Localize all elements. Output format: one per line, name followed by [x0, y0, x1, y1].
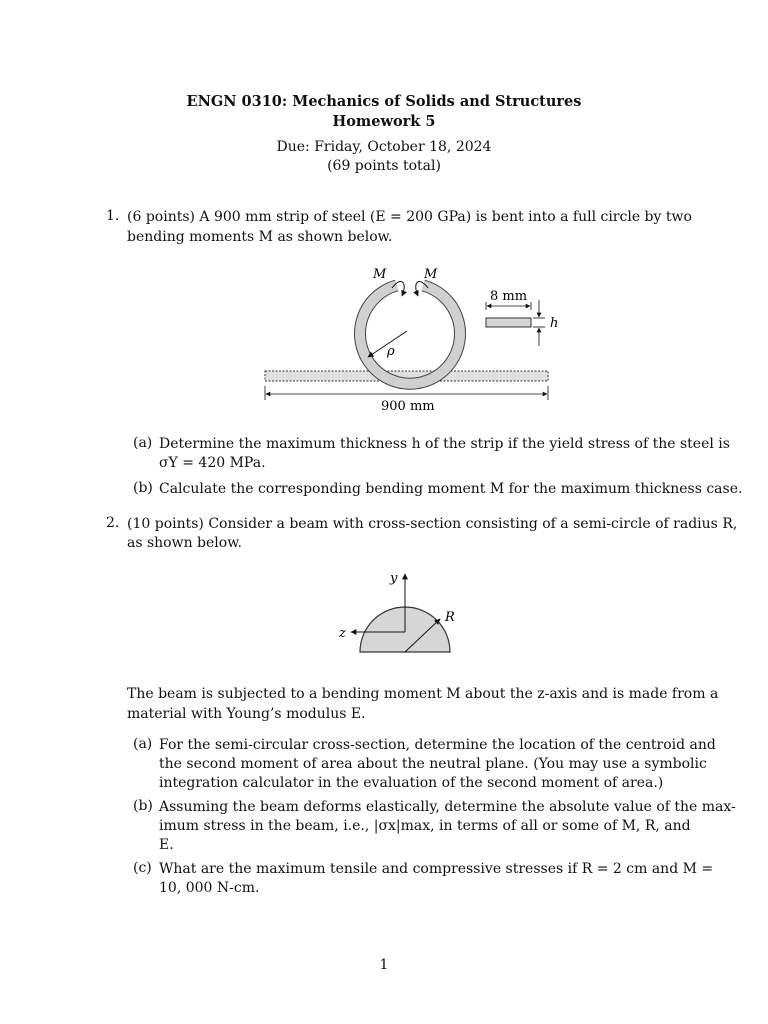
problem-1-line-1: (6 points) A 900 mm strip of steel (E = 200 GPa) is bent into a full circle by two: [127, 209, 692, 225]
due-date: Due: Friday, October 18, 2024: [276, 139, 492, 155]
points-total: (69 points total): [327, 158, 441, 174]
width-label: 8 mm: [490, 289, 528, 304]
moment-label-right: M: [424, 267, 438, 282]
problem-2-line-2: as shown below.: [127, 535, 242, 551]
radius-label-2: R: [445, 610, 455, 625]
moment-label-left: M: [373, 267, 387, 282]
page-number: 1: [379, 957, 389, 973]
problem-2c-label: (c): [133, 860, 152, 876]
problem-1-number: 1.: [106, 208, 120, 224]
length-label: 900 mm: [381, 399, 435, 414]
problem-1b-line-1: Calculate the corresponding bending moment M for the maximum thickness case.: [159, 481, 743, 497]
problem-1b-label: (b): [133, 480, 153, 496]
problem-1-line-2: bending moments M as shown below.: [127, 229, 393, 245]
problem-2a-line-2: the second moment of area about the neutral plane. (You may use a symbolic: [159, 756, 707, 772]
ring-figure: [250, 258, 570, 418]
problem-1a-label: (a): [133, 435, 153, 451]
problem-2-number: 2.: [106, 515, 120, 531]
cross-section-rect: [486, 318, 531, 327]
problem-2b-line-2: imum stress in the beam, i.e., |σx|max, in terms of all or some of M, R, and: [159, 818, 691, 834]
problem-2b-line-3: E.: [159, 837, 174, 853]
problem-2b-label: (b): [133, 798, 153, 814]
y-axis-label: y: [390, 571, 398, 586]
problem-2a-line-3: integration calculator in the evaluation of the second moment of area.): [159, 775, 664, 791]
problem-2-line-1: (10 points) Consider a beam with cross-section consisting of a semi-circle of radius R,: [127, 516, 738, 532]
course-title: ENGN 0310: Mechanics of Solids and Structures: [186, 93, 582, 110]
homework-title: Homework 5: [332, 113, 436, 130]
problem-2c-line-1: What are the maximum tensile and compressive stresses if R = 2 cm and M =: [159, 861, 714, 877]
problem-1a-line-2: σY = 420 MPa.: [159, 455, 266, 471]
problem-2-body-line-1: The beam is subjected to a bending moment M about the z-axis and is made from a: [127, 686, 719, 702]
semicircle-figure: [330, 565, 470, 665]
problem-2c-line-2: 10, 000 N-cm.: [159, 880, 260, 896]
problem-2a-line-1: For the semi-circular cross-section, determine the location of the centroid and: [159, 737, 716, 753]
problem-2a-label: (a): [133, 736, 153, 752]
problem-1a-line-1: Determine the maximum thickness h of the strip if the yield stress of the steel is: [159, 436, 730, 452]
problem-2-body-line-2: material with Young’s modulus E.: [127, 706, 366, 722]
radius-label: ρ: [387, 344, 395, 359]
thickness-label: h: [550, 316, 559, 331]
z-axis-label: z: [339, 626, 346, 641]
problem-2b-line-1: Assuming the beam deforms elastically, determine the absolute value of the max-: [159, 799, 736, 815]
